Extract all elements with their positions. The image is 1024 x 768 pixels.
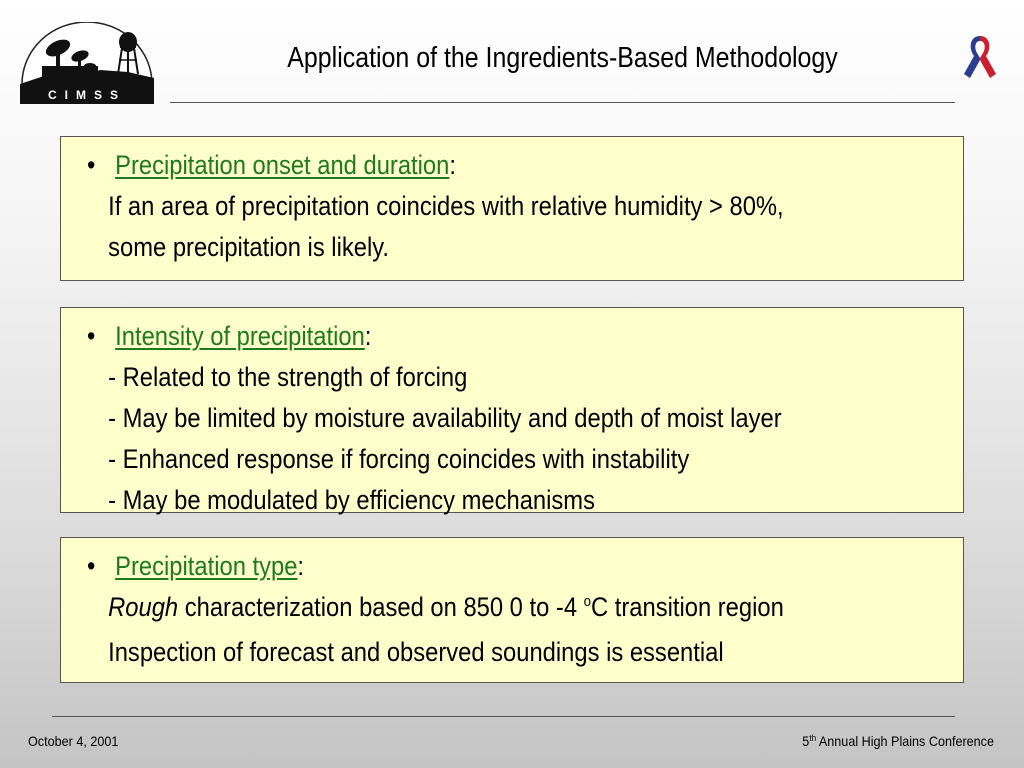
conf-number: 5 <box>802 733 810 749</box>
heading-colon: : <box>364 321 372 351</box>
body-line: some precipitation is likely. <box>108 232 389 262</box>
content-box-type <box>60 537 964 683</box>
body-line: - May be limited by moisture availability and depth of moist layer <box>108 403 782 433</box>
page-title: Application of the Ingredients-Based Methodology <box>287 42 838 74</box>
content-box-intensity <box>60 307 964 513</box>
body-line-transition <box>87 587 879 632</box>
body-line: - Enhanced response if forcing coincides with instability <box>108 444 690 474</box>
bullet: • <box>87 321 96 351</box>
logo-text: CIMSS <box>47 88 127 102</box>
heading-precip-type: Precipitation type <box>115 551 298 581</box>
conf-superscript: th <box>809 733 817 743</box>
bullet: • <box>87 551 96 581</box>
footer-date: October 4, 2001 <box>28 733 119 749</box>
ribbon-icon <box>960 32 1000 82</box>
footer-divider <box>52 716 955 717</box>
heading-colon: : <box>449 150 456 180</box>
body-line: - Related to the strength of forcing <box>108 362 468 392</box>
heading-onset-duration: Precipitation onset and duration <box>115 150 450 180</box>
content-box-onset <box>60 136 964 281</box>
conf-name: Annual High Plains Conference <box>816 733 994 749</box>
header-divider <box>170 102 955 103</box>
heading-intensity: Intensity of precipitation <box>115 321 365 351</box>
degree-superscript: o <box>583 593 591 610</box>
line-text: C transition region <box>590 592 784 622</box>
italic-rough: Rough <box>108 592 179 622</box>
cimss-logo-graphic <box>20 22 154 104</box>
body-line: - May be modulated by efficiency mechanisms <box>108 485 595 515</box>
bullet: • <box>87 150 96 180</box>
heading-colon: : <box>297 551 305 581</box>
body-line: Inspection of forecast and observed soundings is essential <box>108 637 724 667</box>
body-line: If an area of precipitation coincides with relative humidity > 80%, <box>108 191 784 221</box>
footer-conference <box>802 733 994 749</box>
cimss-logo <box>20 22 154 104</box>
line-text: characterization based on 850 0 to -4 <box>178 592 584 622</box>
